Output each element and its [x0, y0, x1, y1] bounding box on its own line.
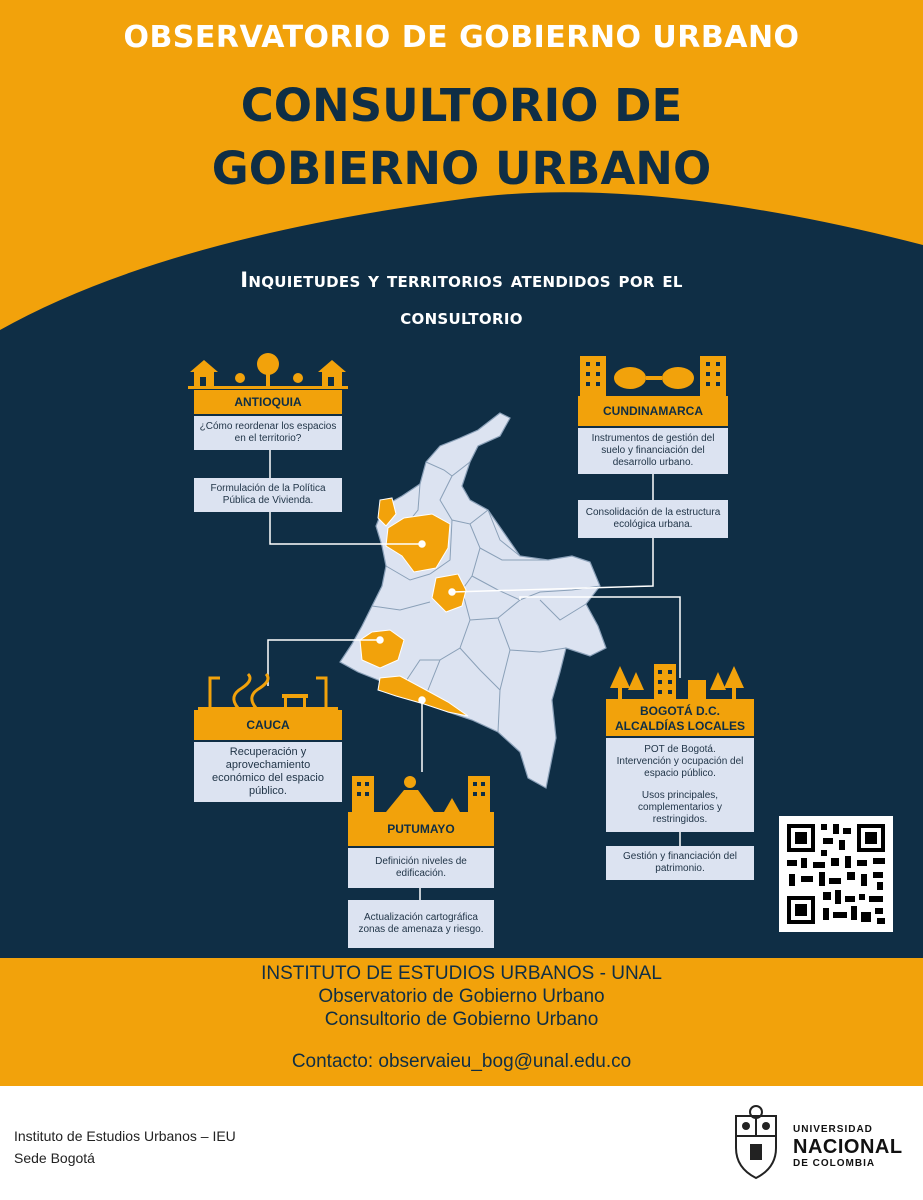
cundinamarca-buildings-piggybank-icon [578, 352, 728, 396]
section-title-line2: consultorio [400, 305, 523, 329]
university-seal-icon [726, 1102, 786, 1182]
putumayo-volcano-buildings-icon [348, 772, 494, 812]
putumayo-item-1: Definición niveles de edificación. [348, 848, 494, 888]
bogota-header-line1: BOGOTÁ D.C. [640, 704, 720, 718]
cundinamarca-item-2: Consolidación de la estructura ecológica urbana. [578, 500, 728, 538]
qr-code-icon[interactable] [779, 816, 893, 932]
bogota-item-1-line2: Intervención y ocupación del espacio público. [616, 756, 744, 779]
bogota-item-1-line3: Usos principales, complementarios y restringidos. [638, 790, 722, 825]
antioquia-item-1: ¿Cómo reordenar los espacios en el territorio? [194, 416, 342, 450]
antioquia-houses-trees-icon [188, 352, 348, 390]
bogota-item-1 [606, 738, 754, 832]
antioquia-header: ANTIOQUIA [194, 390, 342, 414]
cauca-header: CAUCA [194, 710, 342, 740]
bogota-header [606, 702, 754, 736]
footer-contact[interactable]: Contacto: observaieu_bog@unal.edu.co [291, 1051, 632, 1072]
cundinamarca-header: CUNDINAMARCA [578, 396, 728, 426]
bogota-trees-buildings-icon [606, 662, 754, 702]
antioquia-item-2: Formulación de la Política Pública de Vivienda. [194, 478, 342, 512]
putumayo-header: PUTUMAYO [348, 812, 494, 846]
cundinamarca-item-1: Instrumentos de gestión del suelo y financiación del desarrollo urbano. [578, 428, 728, 474]
observatory-title: OBSERVATORIO DE GOBIERNO URBANO [123, 20, 800, 55]
bogota-item-2: Gestión y financiación del patrimonio. [606, 846, 754, 880]
section-title-line1: Inquietudes y territorios atendidos por el [240, 268, 683, 292]
putumayo-item-2: Actualización cartográfica zonas de amenaza y riesgo. [348, 900, 494, 948]
footer-consultorio: Consultorio de Gobierno Urbano [324, 1009, 599, 1030]
consultorio-title-line2: GOBIERNO URBANO [211, 142, 712, 195]
map-country-shape [340, 413, 606, 788]
footer-institute: INSTITUTO DE ESTUDIOS URBANOS - UNAL [261, 963, 662, 984]
university-name-line3: DE COLOMBIA [793, 1158, 876, 1169]
university-name-line2: NACIONAL [793, 1136, 903, 1158]
bottom-campus: Sede Bogotá [14, 1150, 95, 1166]
cauca-road-streetlight-icon [198, 672, 338, 710]
bogota-item-1-line1: POT de Bogotá. [644, 744, 716, 755]
consultorio-title-line1: CONSULTORIO DE [240, 79, 683, 132]
footer-observatory: Observatorio de Gobierno Urbano [318, 986, 605, 1007]
bottom-institute: Instituto de Estudios Urbanos – IEU [14, 1128, 236, 1144]
cauca-item-1: Recuperación y aprovechamiento económico del espacio público. [194, 742, 342, 802]
university-name-line1: UNIVERSIDAD [793, 1124, 873, 1135]
bogota-header-line2: ALCALDÍAS LOCALES [615, 719, 745, 733]
